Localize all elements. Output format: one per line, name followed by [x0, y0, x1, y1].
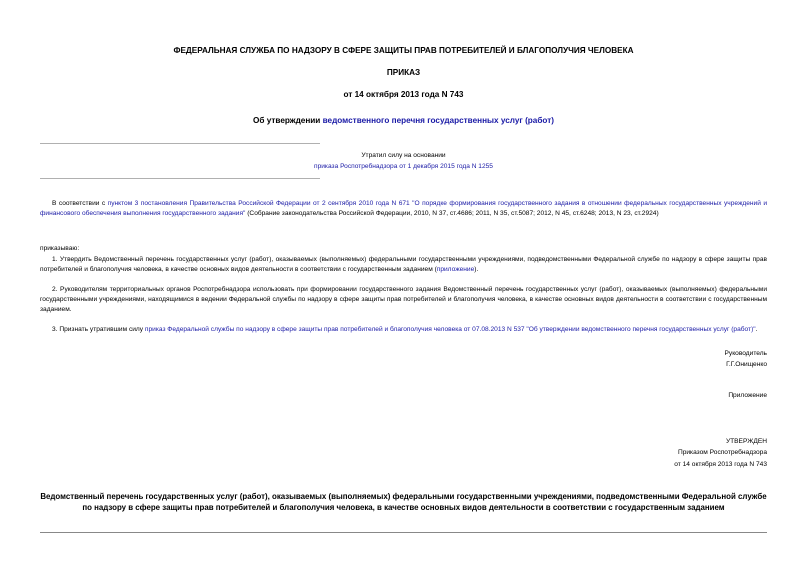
agency-heading: ФЕДЕРАЛЬНАЯ СЛУЖБА ПО НАДЗОРУ В СФЕРЕ ЗАЩИТЫ ПРАВ ПОТРЕБИТЕЛЕЙ И БЛАГОПОЛУЧИЯ ЧЕЛОВЕКА [173, 46, 634, 55]
appendix-title: Ведомственный перечень государственных услуг (работ), оказываемых (выполняемых) федеральными государственными учреждениями, подведомственными Федеральной службе по надзору в сфере защиты прав потребителей и благополучия человека, в качестве основных видов деятельности в соответствии с государственным заданием [40, 492, 767, 512]
item-3-text: 3. Признать утратившим силу [52, 326, 145, 333]
preamble-paragraph [40, 199, 767, 219]
order-word: приказываю: [40, 245, 80, 252]
signature-name: Г.Г.Онищенко [726, 361, 767, 368]
status-line: Утратил силу на основании [361, 152, 446, 159]
signature-role: Руководитель [724, 350, 767, 357]
preamble-text-1: В соответствии с [52, 200, 108, 207]
appendix-approved: УТВЕРЖДЕН [725, 438, 767, 445]
item-3-link[interactable]: приказ Федеральной службы по надзору в сфере защиты прав потребителей и благополучия человека от 07.08.2013 N 537 "Об утверждении ведомственного перечня государственных услуг (работ)" [144, 326, 756, 333]
doc-title-link[interactable]: ведомственного перечня государственных услуг (работ) [322, 116, 554, 125]
item-1-link[interactable]: приложение [436, 266, 475, 273]
preamble-link[interactable]: пунктом 3 постановления Правительства Российской Федерации от 2 сентября 2010 года N 671 "О порядке формирования государственного задания в отношении федеральных государственных учреждений и финансового обеспечения выполнения государственного задания" [40, 200, 768, 217]
appendix-date: от 14 октября 2013 года N 743 [674, 461, 767, 468]
status-link[interactable]: приказа Роспотребнадзора от 1 декабря 2015 года N 1255 [314, 163, 493, 170]
preamble-text-2: (Собрание законодательства Российской Федерации, 2010, N 37, ст.4686; 2011, N 35, ст.5087; 2012, N 45, ст.6248; 2013, N 23, ст.2924) [245, 210, 659, 217]
doc-date-number: от 14 октября 2013 года N 743 [343, 90, 464, 99]
doc-title [0, 116, 807, 125]
item-3 [40, 325, 767, 335]
bottom-rule [40, 532, 767, 533]
item-1-text: 1. Утвердить Ведомственный перечень государственных услуг (работ), оказываемых (выполняемых) федеральными государственными учреждениями, подведомственными Федеральной службе по надзору в сфере защиты прав потребителей и благополучия человека, в качестве основных видов деятельности в соответствии с государственным заданием ( [40, 256, 767, 273]
doc-type: ПРИКАЗ [386, 68, 421, 77]
status-rule-top [40, 143, 320, 144]
item-1 [40, 255, 767, 275]
item-3-end: . [755, 326, 758, 333]
appendix-by: Приказом Роспотребнадзора [677, 449, 767, 456]
status-rule-bottom [40, 178, 320, 179]
status-link-wrap [0, 163, 807, 170]
doc-title-prefix: Об утверждении [253, 116, 323, 125]
item-1-end: ). [474, 266, 479, 273]
item-2: 2. Руководителям территориальных органов Роспотребнадзора использовать при формировании государственного задания Ведомственный перечень государственных услуг (работ), оказываемых (выполняемых) федеральными государственными учреждениями, находящимися в ведении Федеральной службы по надзору в сфере защиты прав потребителей и благополучия человека, в качестве основных видов деятельности в соответствии с государственным заданием. [40, 286, 767, 313]
appendix-label: Приложение [728, 392, 767, 399]
